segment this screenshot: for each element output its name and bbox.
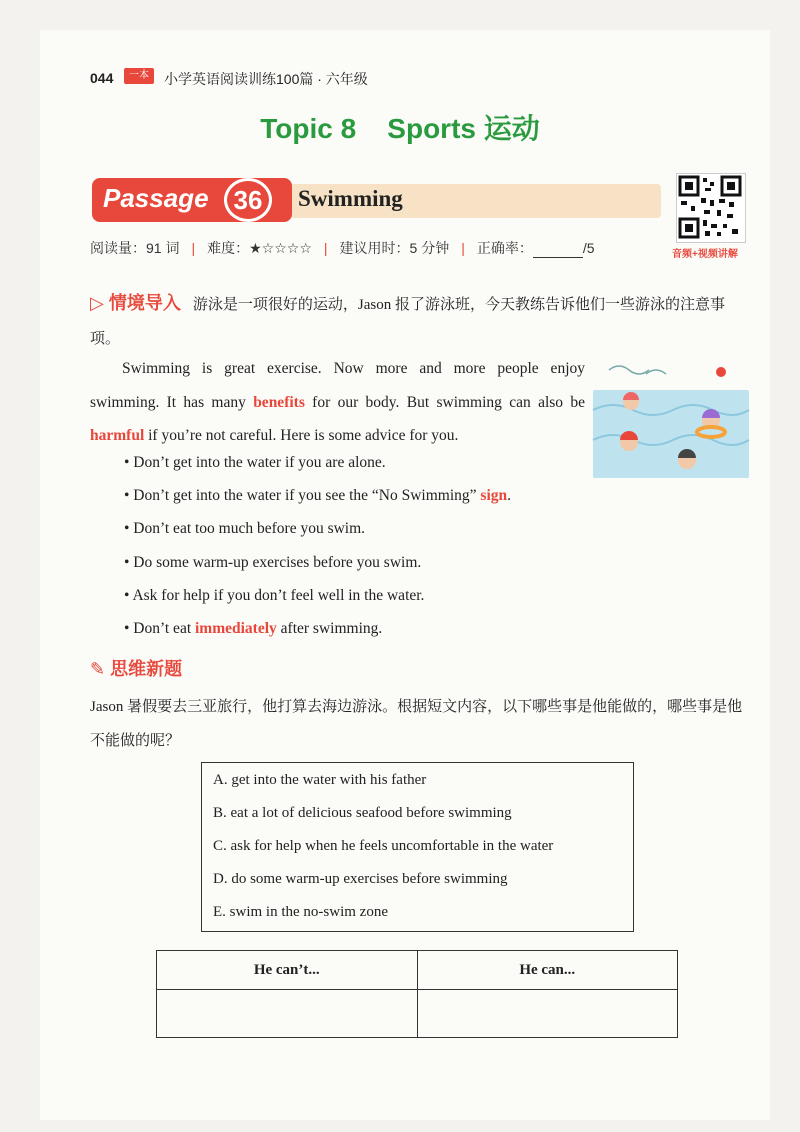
advice-item: • Ask for help if you don’t feel well in the water.: [124, 587, 425, 604]
thinking-question: Jason 暑假要去三亚旅行，他打算去海边游泳。根据短文内容，以下哪些事是他能做的，哪些事是他不能做的呢？: [90, 699, 743, 749]
advice-item: • Don’t eat immediately after swimming.: [124, 620, 383, 637]
word-count: 阅读量：91 词: [90, 240, 180, 256]
difficulty-stars: ★☆☆☆☆: [249, 240, 312, 256]
passage-title: Swimming: [298, 186, 403, 211]
keyword-harmful: harmful: [90, 427, 145, 444]
swimmers-illustration: [591, 360, 751, 480]
passage-number: 36: [224, 178, 272, 222]
difficulty-label: 难度：: [207, 240, 250, 256]
answer-cell-cant[interactable]: [157, 990, 418, 1038]
accuracy-blank[interactable]: [533, 245, 583, 258]
book-title: 小学英语阅读训练100篇 · 六年级: [164, 71, 368, 87]
topic-title: Topic 8 Sports 运动: [260, 113, 540, 144]
answer-cell-can[interactable]: [417, 990, 678, 1038]
keyword-sign: sign: [480, 487, 508, 504]
intro-heading: ▷ 情境导入: [90, 293, 181, 313]
intro-section: [90, 286, 750, 356]
brand-logo: 一本: [124, 68, 154, 84]
advice-item: • Don’t get into the water if you see the “No Swimming” sign.: [124, 487, 511, 504]
passage-paragraph: Swimming is great exercise. Now more and more people enjoy swimming. It has many benefits for our body. But swimming can also be harmful if you’re not careful. Here is some advice for you.: [90, 360, 585, 444]
keyword-benefits: benefits: [253, 393, 305, 411]
column-header-can: He can...: [417, 951, 678, 990]
option-item: D. do some warm-up exercises before swimming: [213, 871, 508, 887]
play-icon: ▷: [90, 293, 104, 313]
accuracy-label: 正确率：: [476, 240, 533, 256]
option-item: A. get into the water with his father: [213, 772, 427, 788]
reading-meta: 阅读量：91 词 | 难度：★☆☆☆☆ | 建议用时：5 分钟 | 正确率： /5: [90, 240, 595, 256]
suggested-time: 建议用时：5 分钟: [339, 240, 450, 256]
option-item: B. eat a lot of delicious seafood before swimming: [213, 805, 512, 821]
intro-text: 游泳是一项很好的运动，Jason 报了游泳班，今天教练告诉他们一些游泳的注意事项。: [90, 297, 725, 347]
lightbulb-icon: ✎: [90, 659, 106, 679]
page-number: 044: [90, 70, 114, 86]
qr-code[interactable]: [676, 173, 746, 243]
passage-label: Passage: [103, 183, 209, 213]
accuracy-total: /5: [582, 240, 595, 256]
column-header-cant: He can’t...: [157, 951, 418, 990]
advice-item: • Don’t eat too much before you swim.: [124, 520, 366, 537]
option-item: C. ask for help when he feels uncomfortable in the water: [213, 838, 554, 854]
thinking-heading: ✎ 思维新题: [90, 659, 183, 679]
advice-item: • Don’t get into the water if you are alone.: [124, 454, 386, 471]
qr-caption: 音频+视频讲解: [672, 249, 738, 260]
advice-item: • Do some warm-up exercises before you swim.: [124, 554, 422, 571]
answer-table: [156, 950, 678, 1038]
option-item: E. swim in the no-swim zone: [213, 904, 388, 920]
keyword-immediately: immediately: [195, 620, 277, 637]
